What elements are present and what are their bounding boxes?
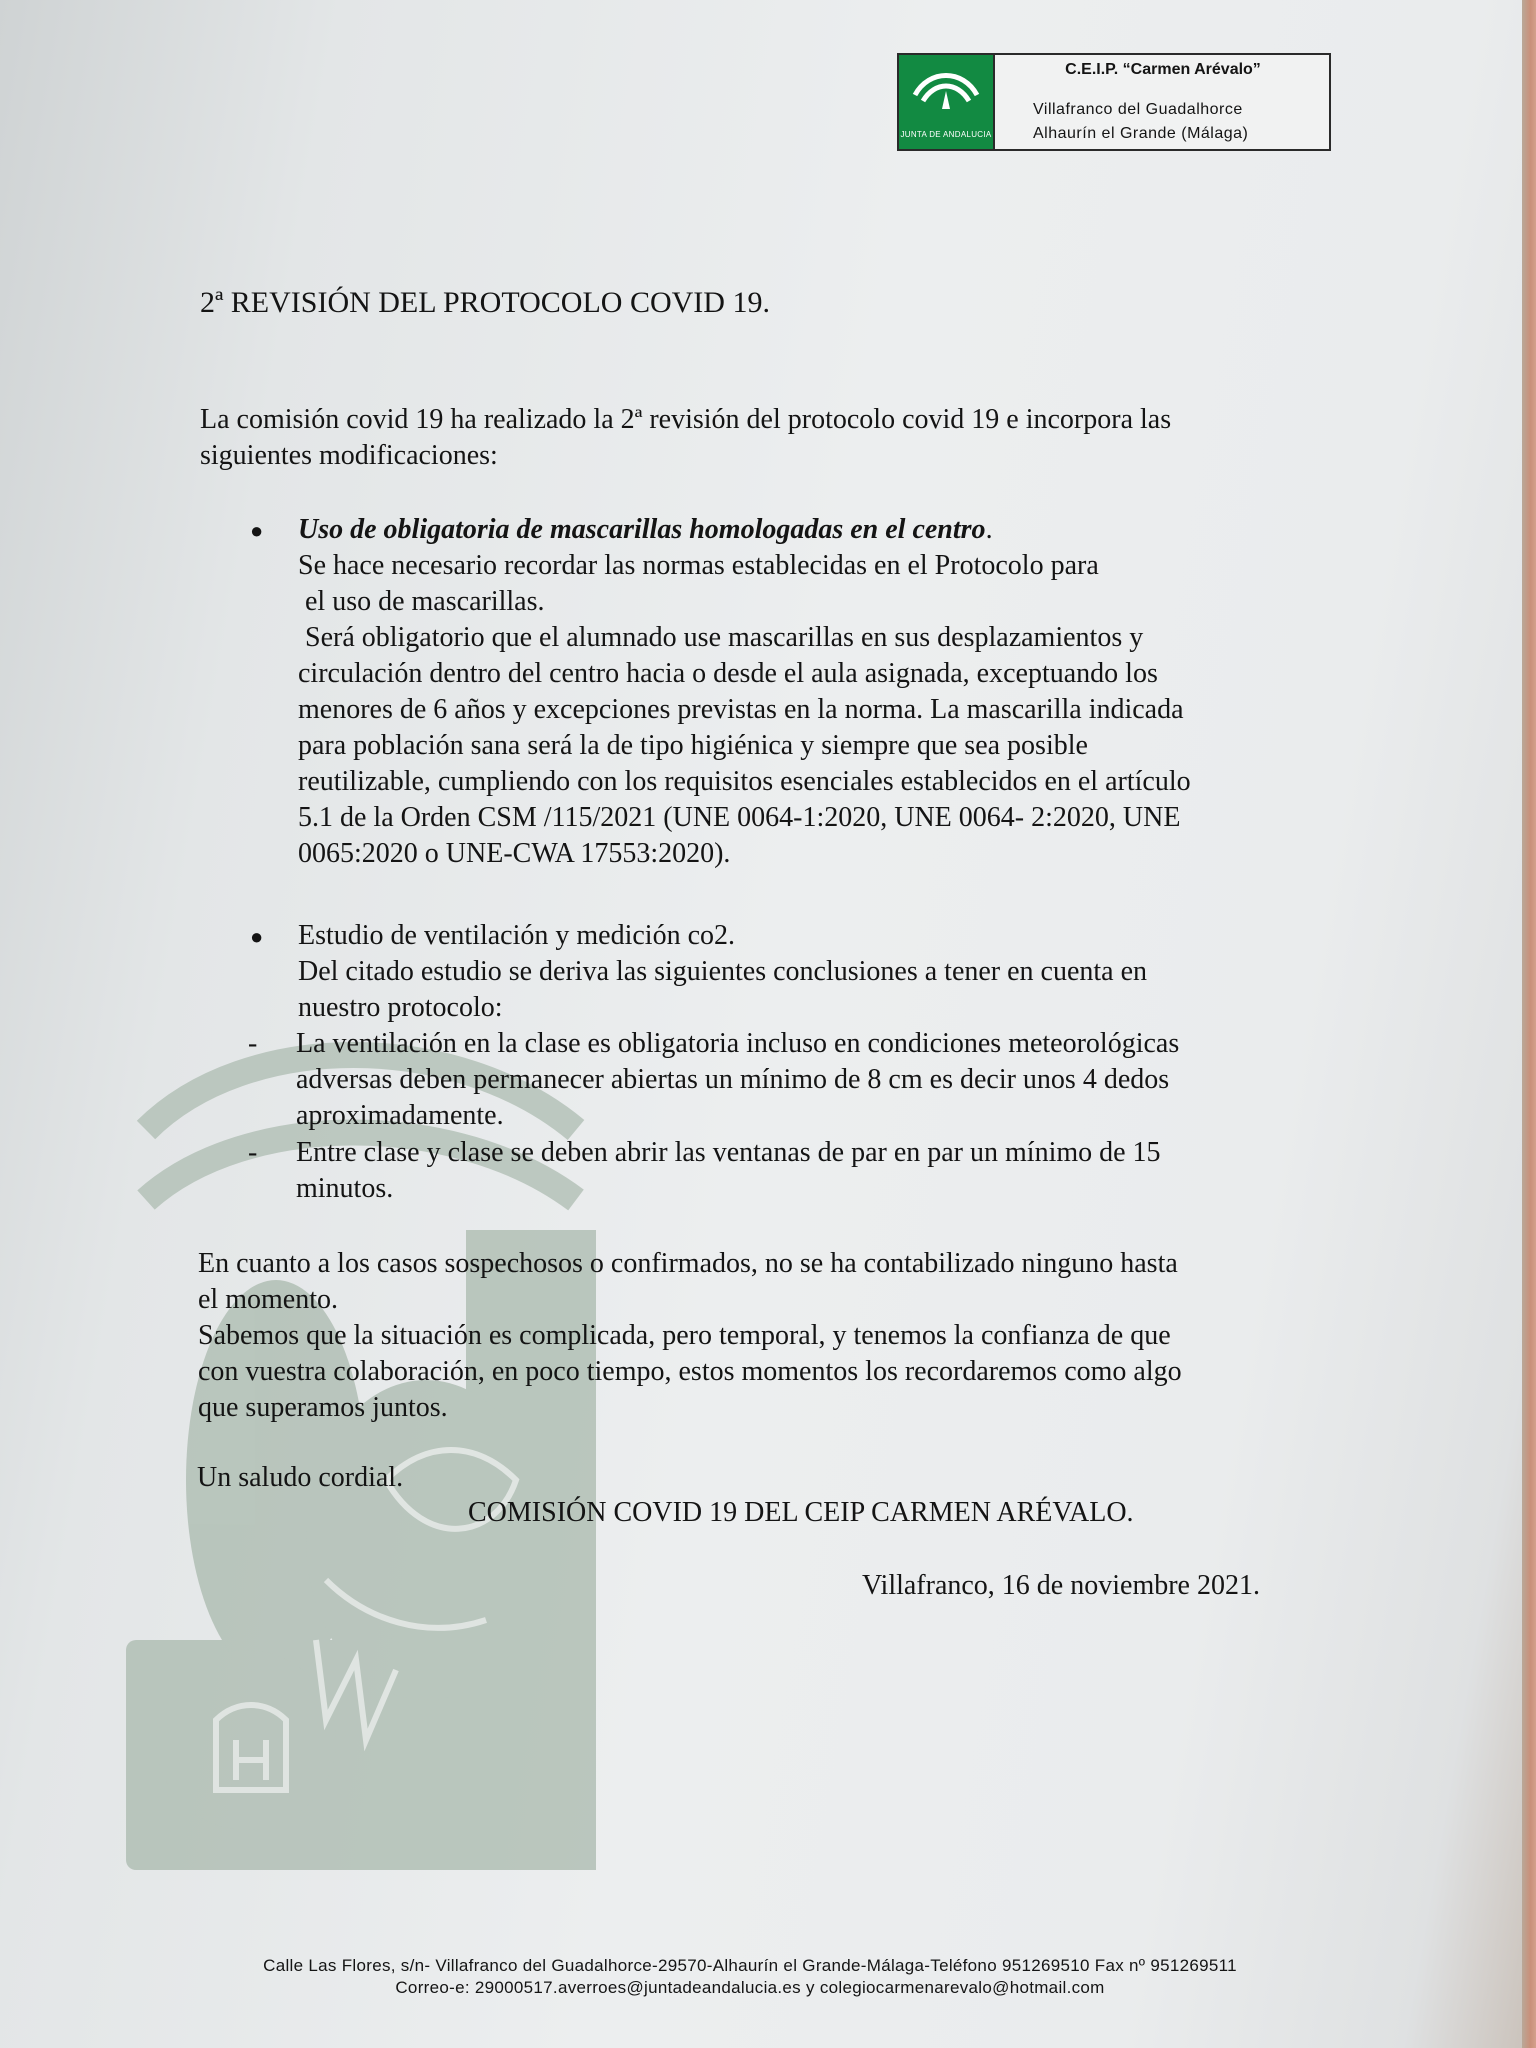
school-name: C.E.I.P. “Carmen Arévalo” xyxy=(1065,61,1261,78)
logo-caption: JUNTA DE ANDALUCIA xyxy=(900,130,992,139)
bullet-line: para población sana será la de tipo higiénica y siempre que sea posible xyxy=(298,730,1088,761)
bullet-line: Se hace necesario recordar las normas establecidas en el Protocolo para xyxy=(298,550,1099,581)
footer-address: Calle Las Flores, s/n- Villafranco del Guadalhorce-29570-Alhaurín el Grande-Málaga-Teléfono 951269510 Fax nº 951269511 xyxy=(263,1956,1237,1975)
closing-line: el momento. xyxy=(198,1284,338,1315)
bullet-icon: ● xyxy=(250,924,264,949)
bullet-line: reutilizable, cumpliendo con los requisitos esenciales establecidos en el artículo xyxy=(298,766,1191,797)
bullet-mascarillas xyxy=(298,512,1318,872)
bullet-line: menores de 6 años y excepciones previstas en la norma. La mascarilla indicada xyxy=(298,694,1184,725)
bullet-line: Será obligatorio que el alumnado use mascarillas en sus desplazamientos y xyxy=(298,622,1144,653)
bullet-line: circulación dentro del centro hacia o desde el aula asignada, exceptuando los xyxy=(298,658,1158,689)
closing-line: Sabemos que la situación es complicada, pero temporal, y tenemos la confianza de que xyxy=(198,1320,1171,1351)
dash-line: minutos. xyxy=(296,1173,394,1204)
bullet-line: 5.1 de la Orden CSM /115/2021 (UNE 0064-1:2020, UNE 0064- 2:2020, UNE xyxy=(298,802,1181,833)
closing-paragraph xyxy=(198,1246,1318,1426)
dash-line: aproximadamente. xyxy=(296,1100,504,1131)
signature: COMISIÓN COVID 19 DEL CEIP CARMEN ARÉVALO. xyxy=(468,1497,1134,1528)
arch-emblem-icon xyxy=(909,65,983,121)
intro-paragraph xyxy=(200,402,1320,474)
dash-line: Entre clase y clase se deben abrir las ventanas de par en par un mínimo de 15 xyxy=(296,1137,1161,1168)
footer-email: Correo-e: 29000517.averroes@juntadeandalucia.es y colegiocarmenarevalo@hotmail.com xyxy=(395,1978,1105,1997)
bullet-line: 0065:2020 o UNE-CWA 17553:2020). xyxy=(298,838,731,869)
dash-line: La ventilación en la clase es obligatoria incluso en condiciones meteorológicas xyxy=(296,1028,1180,1059)
school-header xyxy=(897,53,1331,151)
dash-marker: - xyxy=(248,1137,258,1168)
bullet-line: Del citado estudio se deriva las siguientes conclusiones a tener en cuenta en xyxy=(298,956,1148,987)
date: Villafranco, 16 de noviembre 2021. xyxy=(862,1570,1260,1601)
dash-item-entre-clases xyxy=(296,1135,1316,1207)
closing-line: con vuestra colaboración, en poco tiempo, estos momentos los recordaremos como algo xyxy=(198,1356,1182,1387)
dash-line: adversas deben permanecer abiertas un mínimo de 8 cm es decir unos 4 dedos xyxy=(296,1064,1170,1095)
dash-item-ventilacion-clase xyxy=(296,1026,1316,1134)
greeting: Un saludo cordial. xyxy=(197,1462,404,1493)
junta-de-andalucia-logo xyxy=(899,55,995,149)
school-location-line1: Villafranco del Guadalhorce xyxy=(1033,101,1243,118)
intro-line: La comisión covid 19 ha realizado la 2ª revisión del protocolo covid 19 e incorpora las xyxy=(200,404,1172,435)
school-location-line2: Alhaurín el Grande (Málaga) xyxy=(1033,125,1249,142)
closing-line: En cuanto a los casos sospechosos o confirmados, no se ha contabilizado ninguno hasta xyxy=(198,1248,1178,1279)
bullet-icon: ● xyxy=(250,518,264,543)
bullet-heading-end: . xyxy=(985,514,993,545)
bullet-heading: Uso de obligatoria de mascarillas homologadas en el centro xyxy=(298,514,986,545)
bullet-heading: Estudio de ventilación y medición co2. xyxy=(298,920,736,951)
dash-marker: - xyxy=(248,1028,258,1059)
bullet-line: el uso de mascarillas. xyxy=(298,586,545,617)
bullet-line: nuestro protocolo: xyxy=(298,992,503,1023)
bullet-ventilacion xyxy=(298,918,1318,1026)
page-edge xyxy=(1522,0,1536,2048)
closing-line: que superamos juntos. xyxy=(198,1392,448,1423)
document-title: 2ª REVISIÓN DEL PROTOCOLO COVID 19. xyxy=(200,286,770,319)
intro-line: siguientes modificaciones: xyxy=(200,440,498,471)
